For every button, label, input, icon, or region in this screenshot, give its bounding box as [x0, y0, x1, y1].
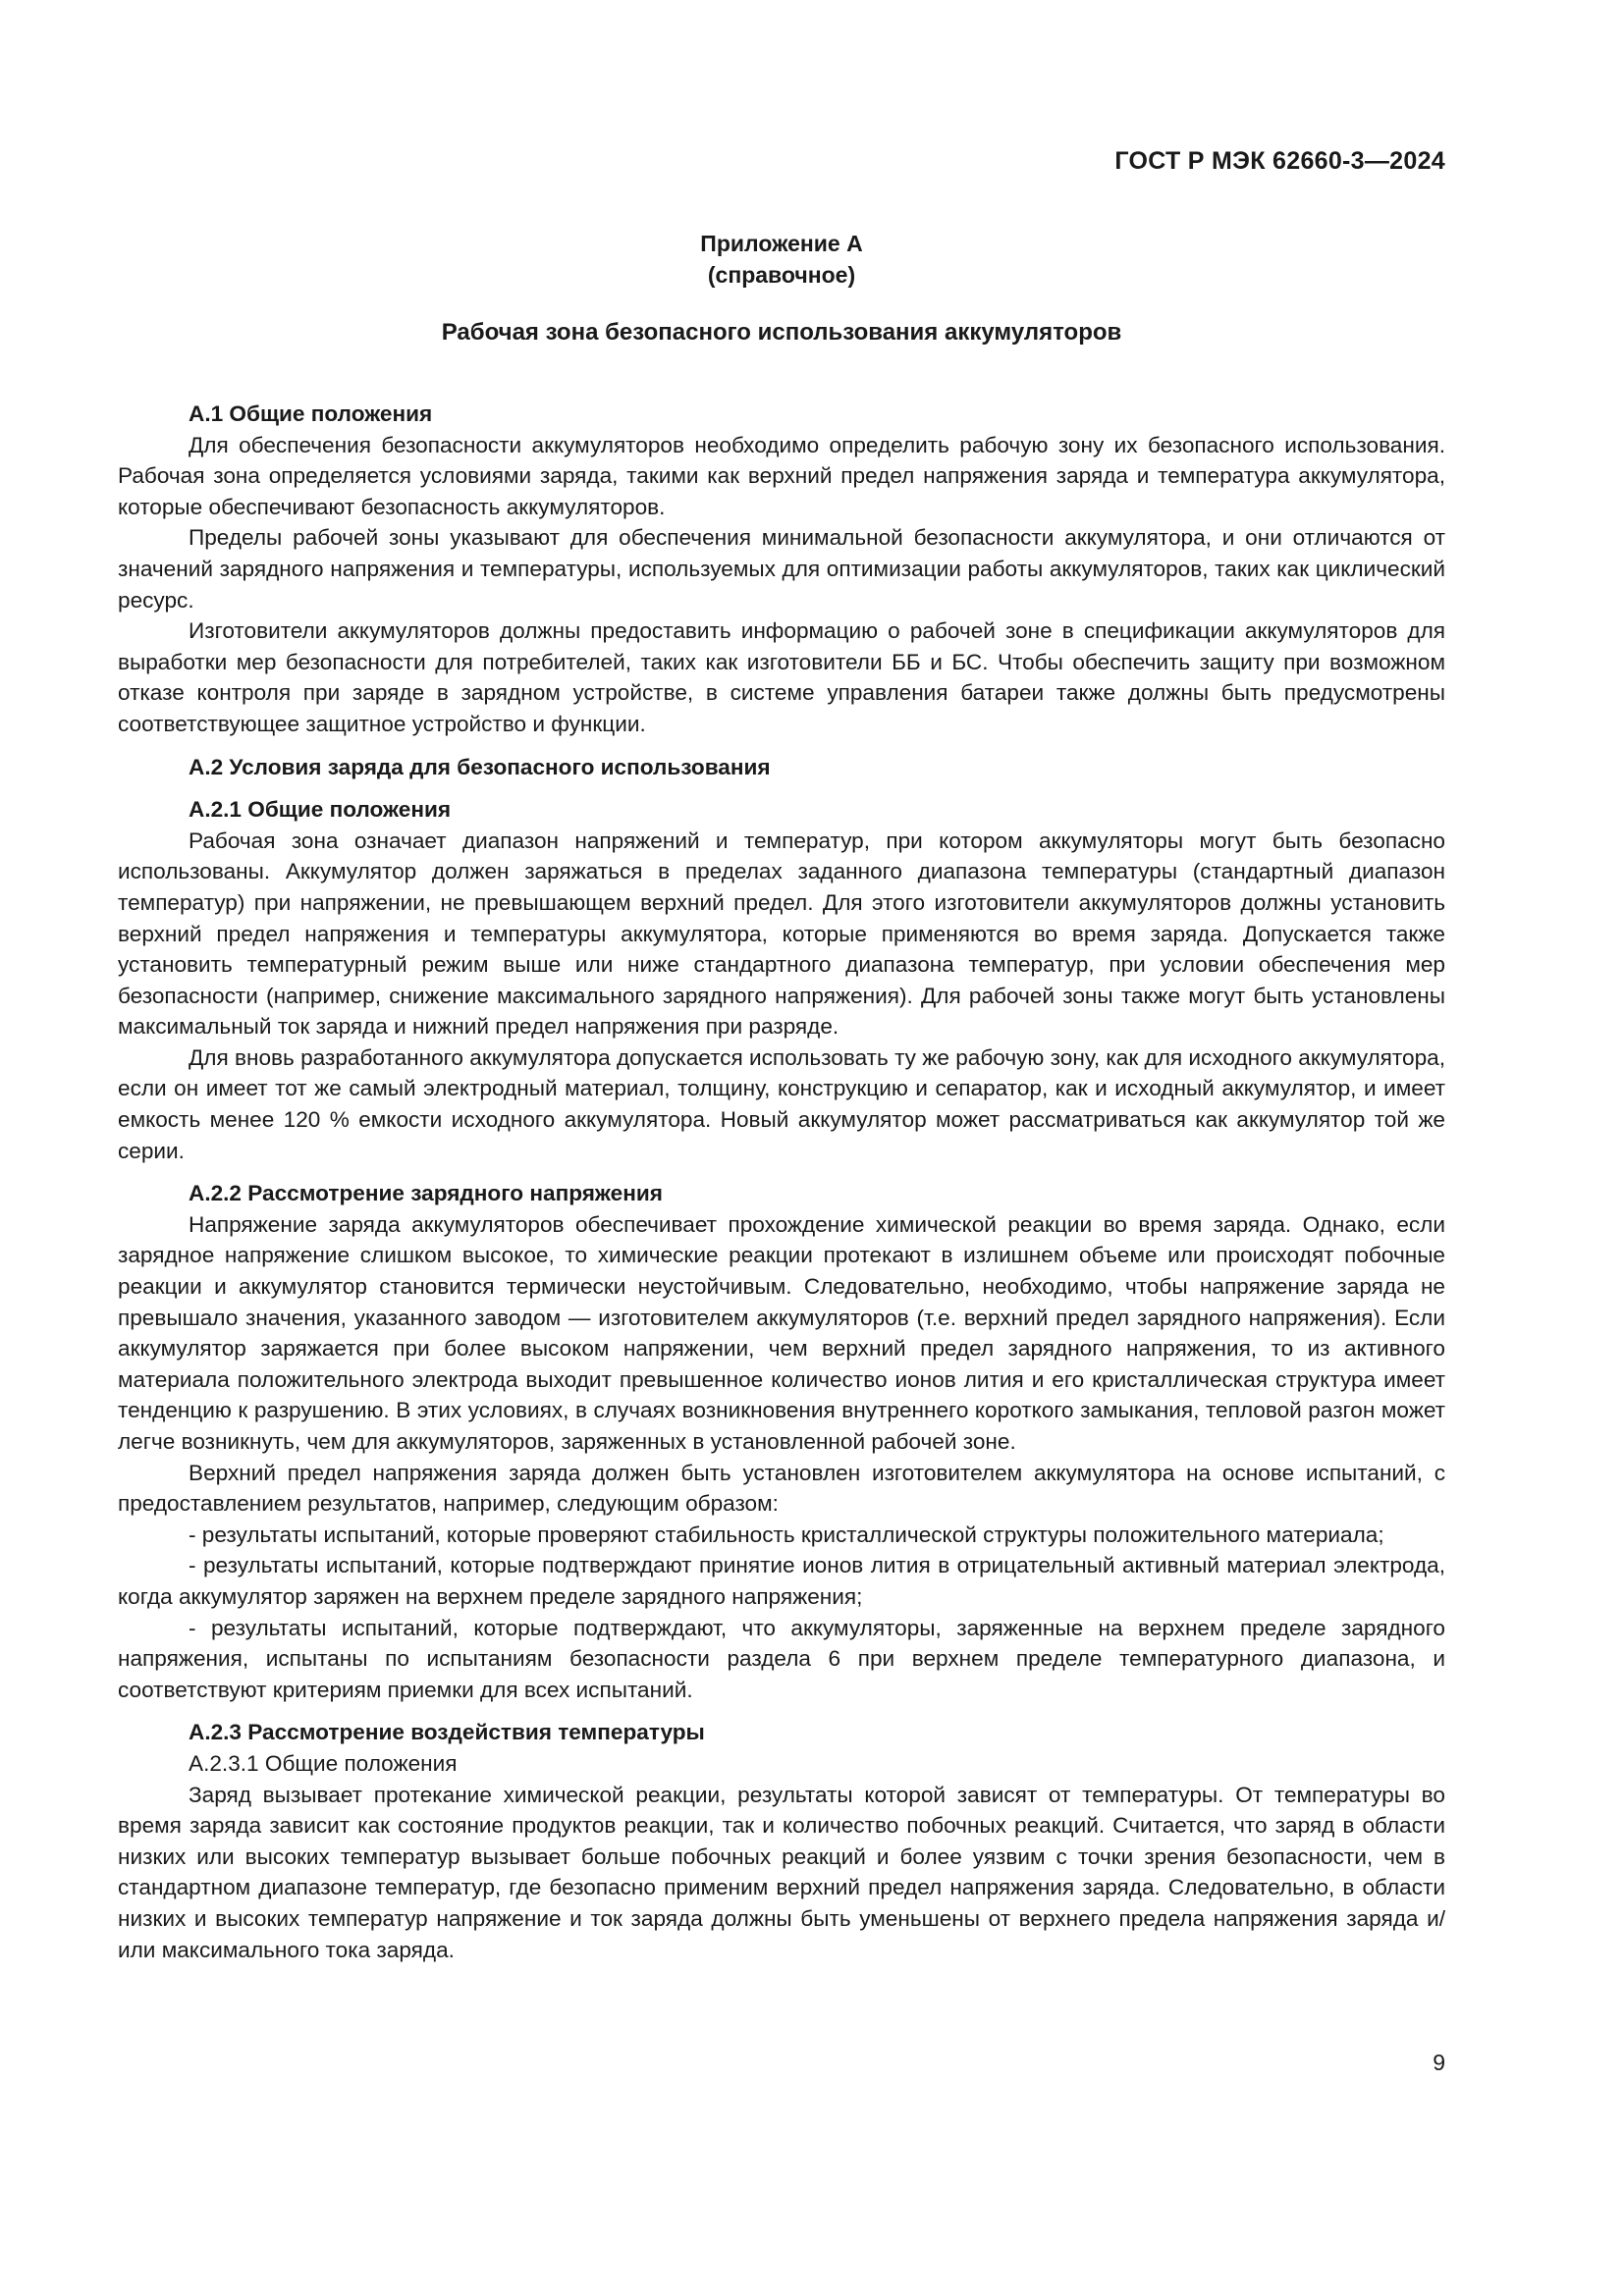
paragraph: Для вновь разработанного аккумулятора допускается использовать ту же рабочую зону, как для исходного аккумулятора, если он имеет тот же самый электродный материал, толщину, конструкцию и сепаратор, как и исходный аккумулятор, и имеет емкость менее 120 % емкости исходного аккумулятора. Новый аккумулятор может рассматриваться как аккумулятор той же серии. [118, 1044, 1445, 1163]
annex-heading [118, 228, 1445, 291]
annex-label: Приложение А [700, 231, 863, 256]
paragraph: Пределы рабочей зоны указывают для обеспечения минимальной безопасности аккумулятора, и они отличаются от значений зарядного напряжения и температуры, используемых для оптимизации работы аккумуляторов, таких как циклический ресурс. [118, 525, 1445, 613]
page-number: 9 [1433, 2050, 1445, 2075]
paragraph: Изготовители аккумуляторов должны предоставить информацию о рабочей зоне в спецификации аккумуляторов для выработки мер безопасности для потребителей, таких как изготовители ББ и БС. Чтобы обеспечить защиту при возможном отказе контроля при заряде в зарядном устройстве, в системе управления батареи также должны быть предусмотрены соответствующее защитное устройство и функции. [118, 618, 1445, 736]
section-heading-a1: А.1 Общие положения [189, 401, 433, 426]
list-item: - результаты испытаний, которые проверяют стабильность кристаллической структуры положительного материала; [189, 1522, 1384, 1547]
section-heading-a21: А.2.1 Общие положения [189, 797, 452, 823]
paragraph: Рабочая зона означает диапазон напряжений и температур, при котором аккумуляторы могут быть безопасно использованы. Аккумулятор должен заряжаться в пределах заданного диапазона температуры (стандартный диапазон температур) при напряжении, не превышающем верхний предел. Для этого изготовители аккумуляторов должны установить верхний предел напряжения и температуры аккумулятора, которые применяются во время заряда. Допускается также установить температурный режим выше или ниже стандартного диапазона температур, при условии обеспечения мер безопасности (например, снижение максимального зарядного напряжения). Для рабочей зоны также могут быть установлены максимальный ток заряда и нижний предел напряжения при разряде. [118, 828, 1445, 1040]
document-code: ГОСТ Р МЭК 62660-3—2024 [1114, 147, 1445, 175]
annex-title: Рабочая зона безопасного использования аккумуляторов [441, 319, 1122, 346]
section-heading-a23: А.2.3 Рассмотрение воздействия температуры [189, 1720, 705, 1745]
annex-type: (справочное) [707, 262, 856, 288]
section-heading-a22: А.2.2 Рассмотрение зарядного напряжения [189, 1181, 663, 1206]
document-body [118, 399, 1445, 1965]
list-item: - результаты испытаний, которые подтверждают принятие ионов лития в отрицательный активный материал электрода, когда аккумулятор заряжен на верхнем пределе зарядного напряжения; [118, 1553, 1445, 1609]
paragraph: Верхний предел напряжения заряда должен быть установлен изготовителем аккумулятора на основе испытаний, с предоставлением результатов, например, следующим образом: [118, 1460, 1445, 1517]
section-heading-a2: А.2 Условия заряда для безопасного использования [189, 754, 771, 779]
document-page [118, 0, 1445, 2296]
paragraph: Напряжение заряда аккумуляторов обеспечивает прохождение химической реакции во время заряда. Однако, если зарядное напряжение слишком высокое, то химические реакции протекают в излишнем объеме или происходят побочные реакции и аккумулятор становится термически неустойчивым. Следовательно, необходимо, чтобы напряжение заряда не превышало значения, указанного заводом — изготовителем аккумуляторов (т.е. верхний предел зарядного напряжения). Если аккумулятор заряжается при более высоком напряжении, чем верхний предел зарядного напряжения, то из активного материала положительного электрода выходит превышенное количество ионов лития и его кристаллическая структура имеет тенденцию к разрушению. В этих условиях, в случаях возникновения внутреннего короткого замыкания, тепловой разгон может легче возникнуть, чем для аккумуляторов, заряженных в установленной рабочей зоне. [118, 1211, 1445, 1454]
list-item: - результаты испытаний, которые подтверждают, что аккумуляторы, заряженные на верхнем пределе зарядного напряжения, испытаны по испытаниям безопасности раздела 6 при верхнем пределе температурного диапазона, и соответствуют критериям приемки для всех испытаний. [118, 1615, 1445, 1702]
paragraph: Заряд вызывает протекание химической реакции, результаты которой зависят от температуры. От температуры во время заряда зависит как состояние продуктов реакции, так и количество побочных реакций. Считается, что заряд в области низких или высоких температур вызывает больше побочных реакций и более уязвим с точки зрения безопасности, чем в стандартном диапазоне температур, где безопасно применим верхний предел напряжения заряда. Следовательно, в области низких и высоких температур напряжение и ток заряда должны быть уменьшены от верхнего предела напряжения заряда и/или максимального тока заряда. [118, 1782, 1445, 1962]
subsection-heading-a231: А.2.3.1 Общие положения [189, 1750, 458, 1776]
paragraph: Для обеспечения безопасности аккумуляторов необходимо определить рабочую зону их безопасного использования. Рабочая зона определяется условиями заряда, такими как верхний предел напряжения заряда и температура аккумулятора, которые обеспечивают безопасность аккумуляторов. [118, 432, 1445, 519]
